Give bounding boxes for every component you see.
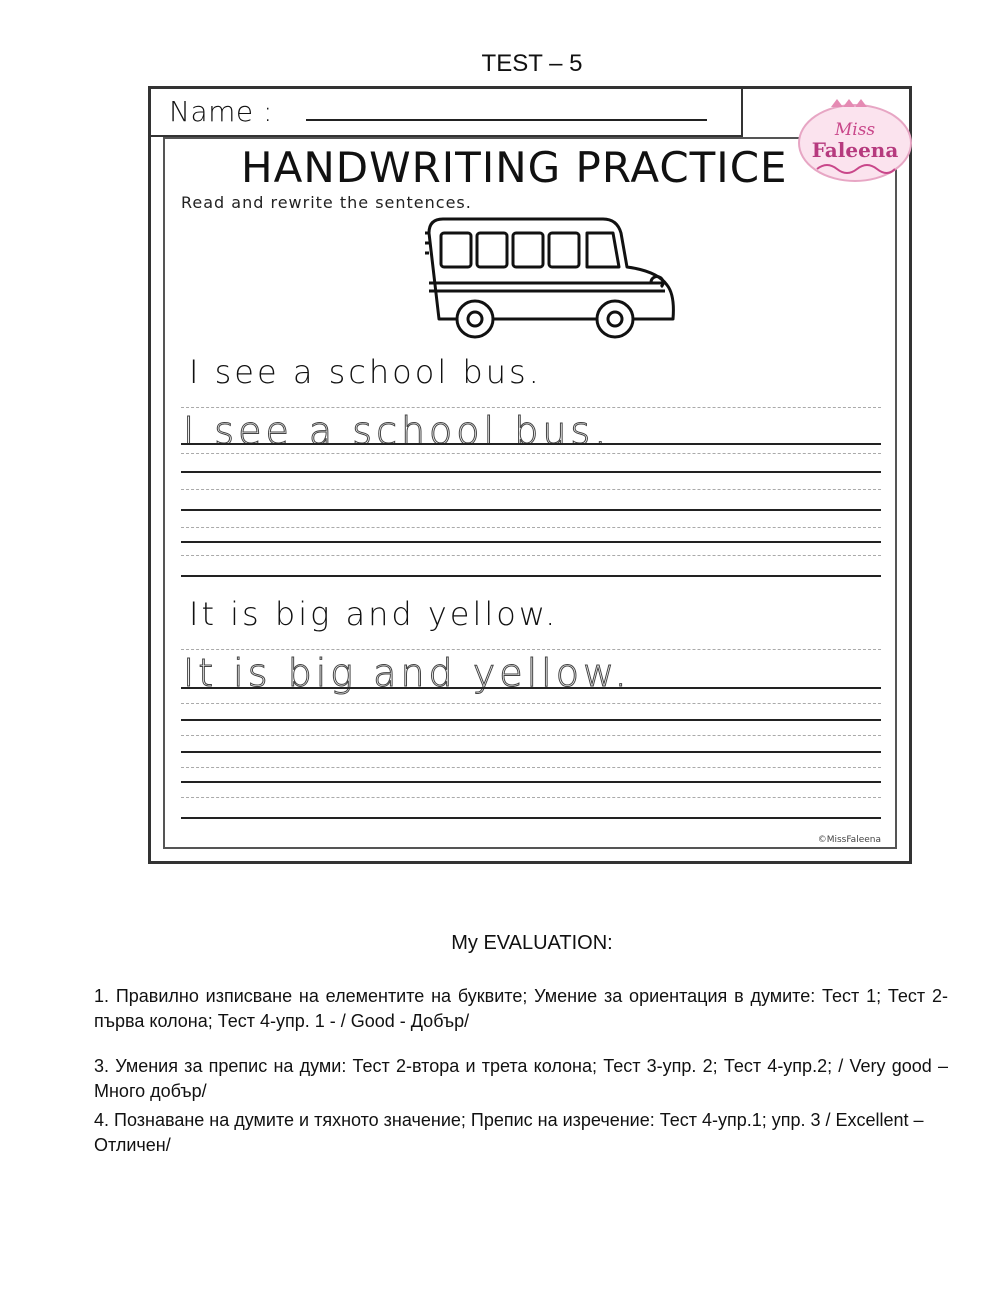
logo-line2: Faleena bbox=[811, 138, 899, 162]
instructions: Read and rewrite the sentences. bbox=[181, 193, 472, 212]
writing-line[interactable] bbox=[181, 781, 881, 783]
guide-line bbox=[181, 735, 881, 736]
model-sentence-2: It is big and yellow. bbox=[189, 595, 559, 633]
worksheet-title: HANDWRITING PRACTICE bbox=[241, 143, 788, 192]
name-write-line[interactable] bbox=[306, 119, 707, 121]
name-label: Name : bbox=[169, 95, 273, 128]
guide-line bbox=[181, 407, 881, 408]
miss-faleena-logo bbox=[791, 95, 913, 185]
guide-line bbox=[181, 527, 881, 528]
writing-line[interactable] bbox=[181, 817, 881, 819]
trace-sentence-1: I see a school bus. bbox=[183, 409, 611, 453]
guide-line bbox=[181, 797, 881, 798]
trace-sentence-2: It is big and yellow. bbox=[183, 651, 631, 695]
guide-line bbox=[181, 649, 881, 650]
writing-line[interactable] bbox=[181, 575, 881, 577]
worksheet bbox=[148, 86, 912, 864]
copyright: ©MissFaleena bbox=[817, 835, 881, 845]
guide-line bbox=[181, 767, 881, 768]
writing-line[interactable] bbox=[181, 719, 881, 721]
model-sentence-1: I see a school bus. bbox=[189, 353, 542, 391]
writing-line[interactable] bbox=[181, 509, 881, 511]
evaluation-item-4: 4. Познаване на думите и тяхното значение; Препис на изречение: Тест 4-упр.1; упр. 3 / Excellent – Отличен/ bbox=[94, 1110, 924, 1155]
writing-line[interactable] bbox=[181, 541, 881, 543]
guide-line bbox=[181, 555, 881, 556]
school-bus-icon bbox=[419, 213, 679, 341]
crown-icon bbox=[831, 99, 867, 107]
base-line bbox=[181, 443, 881, 445]
logo-line1: Miss bbox=[834, 120, 876, 140]
writing-line[interactable] bbox=[181, 751, 881, 753]
writing-line[interactable] bbox=[181, 471, 881, 473]
guide-line bbox=[181, 489, 881, 490]
evaluation-item-1: 1. Правилно изписване на елементите на буквите; Умение за ориентация в думите: Тест 1; Тест 2-първа колона; Тест 4-упр. 1 - / Good - Добър/ bbox=[94, 986, 948, 1031]
evaluation-item-3: 3. Умения за препис на думи: Тест 2-втора и трета колона; Тест 3-упр. 2; Тест 4-упр.2; / Very good – Много добър/ bbox=[94, 1056, 948, 1101]
base-line bbox=[181, 687, 881, 689]
guide-line bbox=[181, 453, 881, 454]
name-box bbox=[151, 89, 743, 137]
guide-line bbox=[181, 703, 881, 704]
evaluation-title: My EVALUATION: bbox=[451, 932, 613, 954]
page-title: TEST – 5 bbox=[481, 50, 583, 77]
